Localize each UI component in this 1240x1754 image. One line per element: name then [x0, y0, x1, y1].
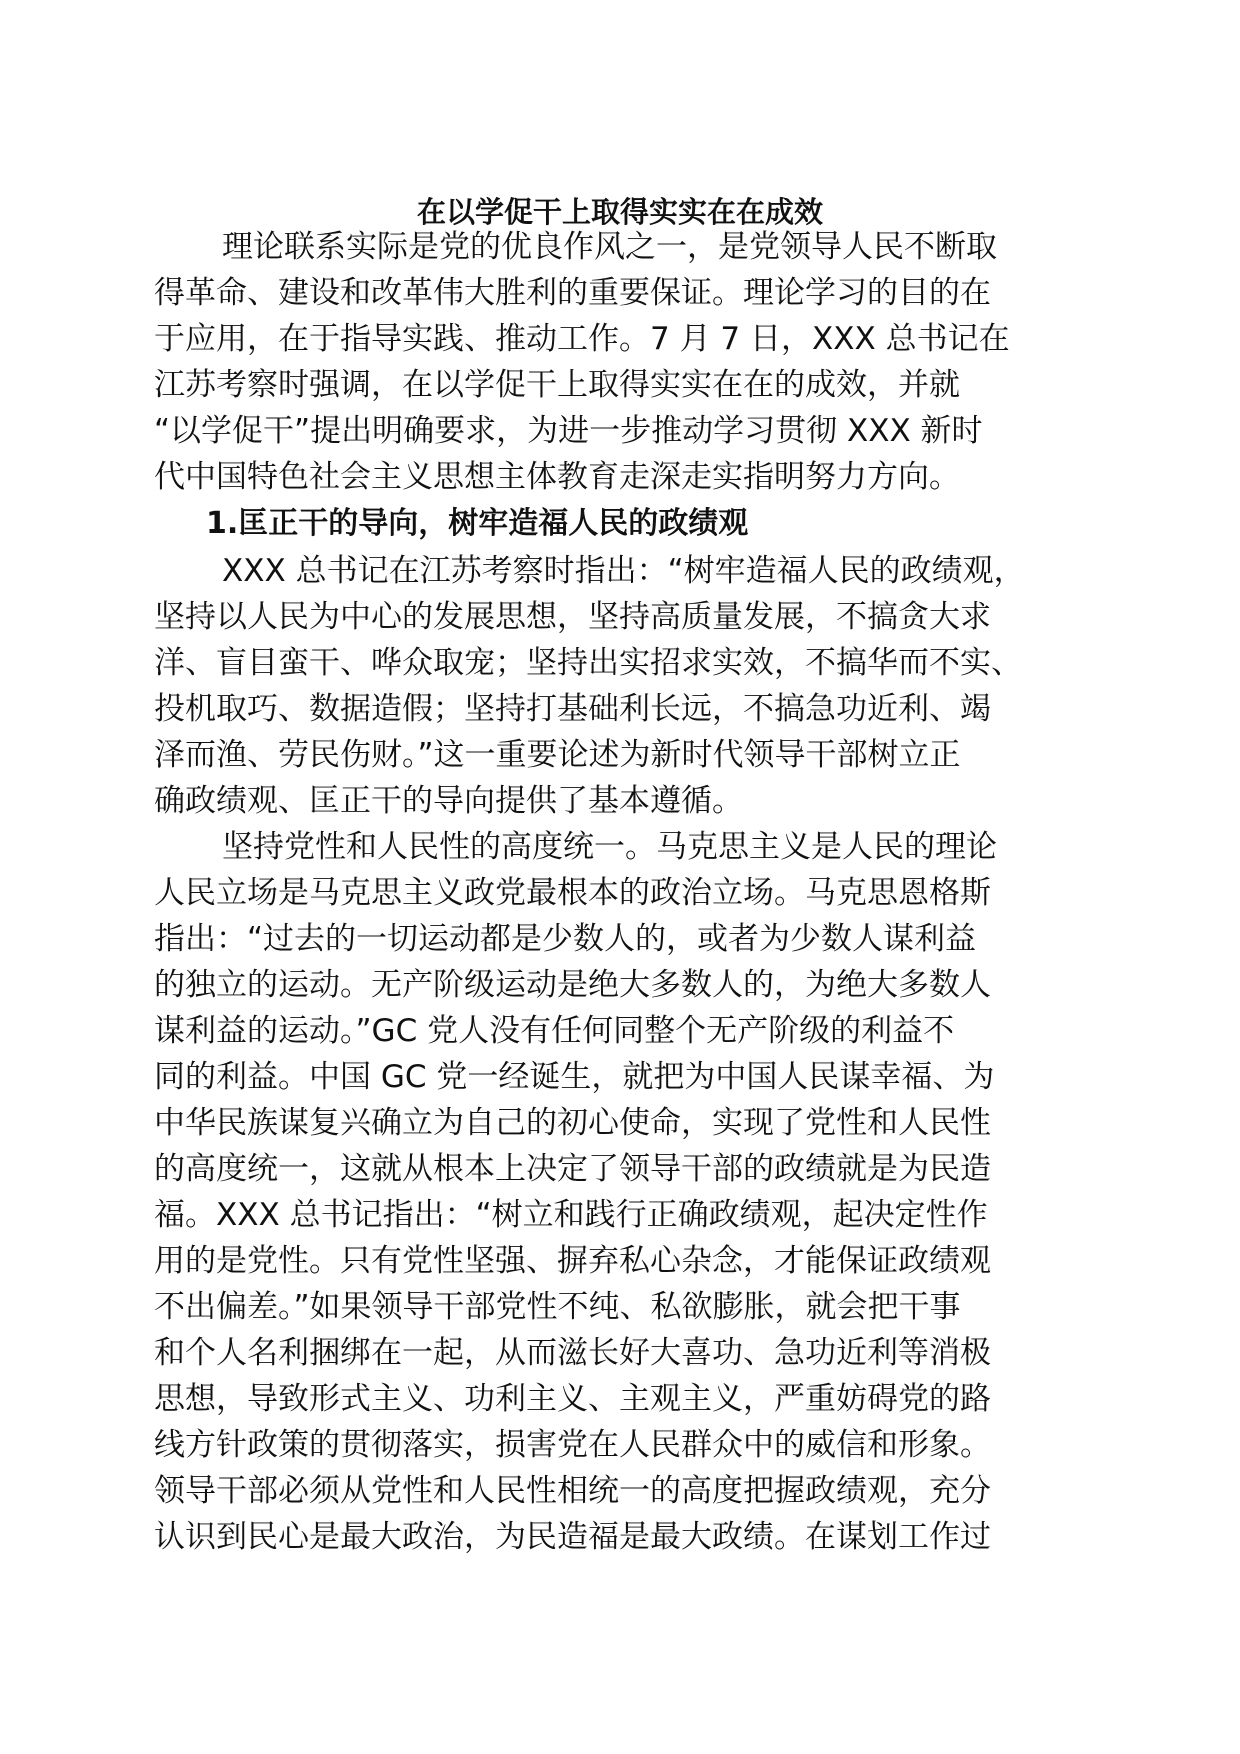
paragraph-3-line-10: 用的是党性。只有党性坚强、摒弃私心杂念，才能保证政绩观 — [154, 1243, 991, 1279]
paragraph-2-line-6: 确政绩观、匡正干的导向提供了基本遵循。 — [154, 783, 743, 819]
paragraph-3-line-3: 指出：“过去的一切运动都是少数人的，或者为少数人谋利益 — [154, 921, 977, 957]
paragraph-3-line-6: 同的利益。中国 GC 党一经诞生，就把为中国人民谋幸福、为 — [154, 1059, 995, 1095]
paragraph-3-line-12: 和个人名利捆绑在一起，从而滋长好大喜功、急功近利等消极 — [154, 1335, 991, 1371]
paragraph-3-line-15: 领导干部必须从党性和人民性相统一的高度把握政绩观，充分 — [154, 1473, 991, 1509]
paragraph-3-line-9: 福。XXX 总书记指出：“树立和践行正确政绩观，起决定性作 — [154, 1197, 988, 1233]
paragraph-2-line-2: 坚持以人民为中心的发展思想，坚持高质量发展，不搞贪大求 — [154, 599, 991, 635]
paragraph-2-line-1: XXX 总书记在江苏考察时指出：“树牢造福人民的政绩观， — [222, 553, 1025, 589]
paragraph-1-line-3: 于应用，在于指导实践、推动工作。7 月 7 日，XXX 总书记在 — [154, 321, 1010, 357]
paragraph-1-line-6: 代中国特色社会主义思想主体教育走深走实指明努力方向。 — [154, 459, 960, 495]
paragraph-1-line-5: “以学促干”提出明确要求，为进一步推动学习贯彻 XXX 新时 — [154, 413, 983, 449]
paragraph-3-line-7: 中华民族谋复兴确立为自己的初心使命，实现了党性和人民性 — [154, 1105, 991, 1141]
paragraph-3-line-14: 线方针政策的贯彻落实，损害党在人民群众中的威信和形象。 — [154, 1427, 991, 1463]
paragraph-3-line-4: 的独立的运动。无产阶级运动是绝大多数人的，为绝大多数人 — [154, 967, 991, 1003]
paragraph-3-line-11: 不出偏差。”如果领导干部党性不纯、私欲膨胀，就会把干事 — [154, 1289, 961, 1325]
paragraph-2-line-4: 投机取巧、数据造假；坚持打基础利长远，不搞急功近利、竭 — [154, 691, 991, 727]
paragraph-3-line-2: 人民立场是马克思主义政党最根本的政治立场。马克思恩格斯 — [154, 875, 991, 911]
section-heading-1: 1.匡正干的导向，树牢造福人民的政绩观 — [206, 506, 749, 541]
paragraph-1-line-2: 得革命、建设和改革伟大胜利的重要保证。理论学习的目的在 — [154, 275, 991, 311]
paragraph-3-line-16: 认识到民心是最大政治，为民造福是最大政绩。在谋划工作过 — [154, 1519, 991, 1555]
paragraph-3-line-13: 思想，导致形式主义、功利主义、主观主义，严重妨碍党的路 — [154, 1381, 991, 1417]
paragraph-3-line-8: 的高度统一，这就从根本上决定了领导干部的政绩就是为民造 — [154, 1151, 991, 1187]
paragraph-3-line-5: 谋利益的运动。”GC 党人没有任何同整个无产阶级的利益不 — [154, 1013, 955, 1049]
paragraph-1-line-1: 理论联系实际是党的优良作风之一，是党领导人民不断取 — [222, 229, 997, 265]
document-title: 在以学促干上取得实实在在成效 — [416, 195, 823, 229]
paragraph-1-line-4: 江苏考察时强调，在以学促干上取得实实在在的成效，并就 — [154, 367, 960, 403]
paragraph-2-line-5: 泽而渔、劳民伤财。”这一重要论述为新时代领导干部树立正 — [154, 737, 961, 773]
paragraph-2-line-3: 洋、盲目蛮干、哗众取宠；坚持出实招求实效，不搞华而不实、 — [154, 645, 1022, 681]
paragraph-3-line-1: 坚持党性和人民性的高度统一。马克思主义是人民的理论 — [222, 829, 997, 865]
